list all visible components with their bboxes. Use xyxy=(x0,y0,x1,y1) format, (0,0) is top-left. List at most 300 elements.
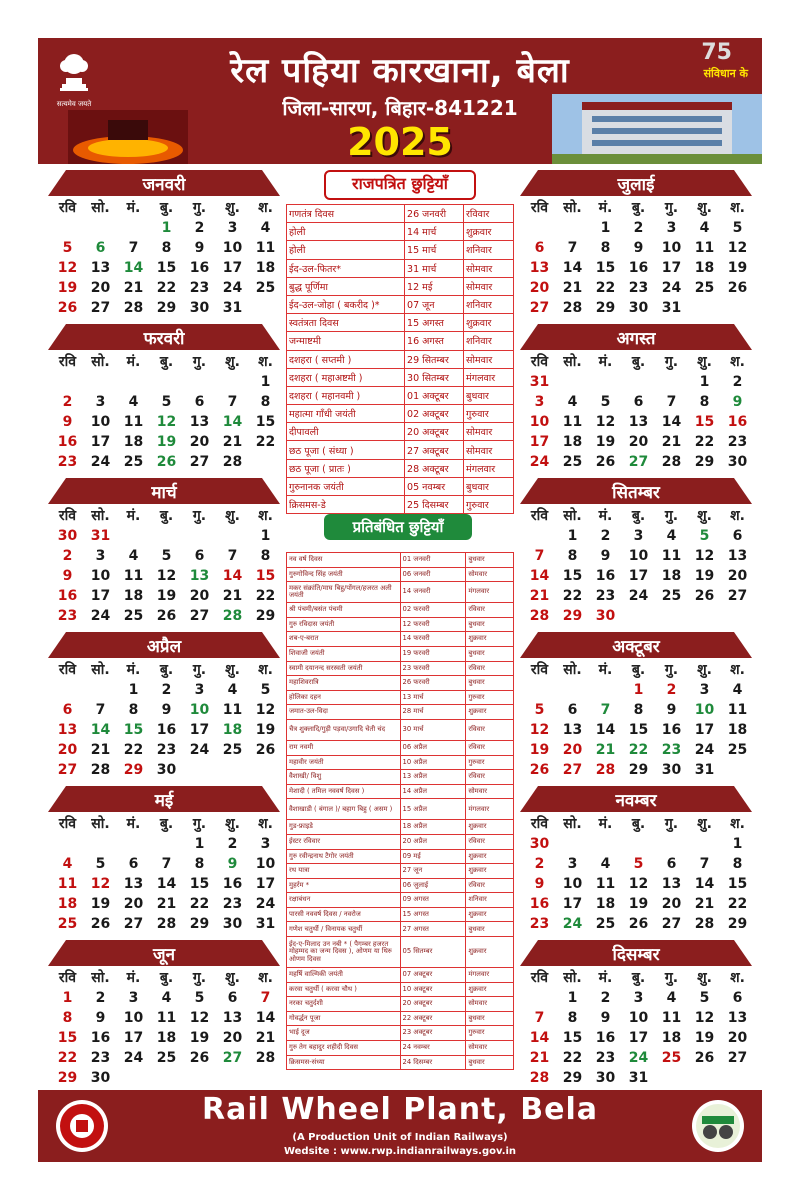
weekday-label: रवि xyxy=(58,200,77,216)
month-name: जनवरी xyxy=(142,175,186,195)
weekday-label: रवि xyxy=(530,354,549,370)
day-cell: 28 xyxy=(694,916,715,932)
holiday-date: 06 जुलाई xyxy=(400,878,466,893)
month-10 xyxy=(520,632,752,782)
day-cell: 21 xyxy=(694,896,715,912)
day-cell: 19 xyxy=(156,588,177,604)
day-cell: 3 xyxy=(633,528,644,544)
day-cell: 13 xyxy=(727,548,748,564)
month-header xyxy=(520,632,752,658)
restricted-holiday-row xyxy=(287,770,514,785)
day-cell: 11 xyxy=(661,548,682,564)
day-cell: 16 xyxy=(57,588,78,604)
holiday-name: गुरु रविदास जयंती xyxy=(287,617,401,632)
day-cell: 25 xyxy=(255,280,276,296)
day-cell: 7 xyxy=(600,702,611,718)
gazetted-holiday-row xyxy=(287,314,514,332)
holiday-day: रविवार xyxy=(464,205,514,223)
day-cell: 30 xyxy=(57,528,78,544)
day-cell: 21 xyxy=(661,434,682,450)
day-cell: 20 xyxy=(222,1030,243,1046)
restricted-holiday-row xyxy=(287,1026,514,1041)
holiday-day: बुधवार xyxy=(466,646,514,661)
footer-subtitle: (A Production Unit of Indian Railways) xyxy=(292,1132,508,1143)
weekday-label: श. xyxy=(258,508,273,524)
holiday-day: बुधवार xyxy=(466,1055,514,1070)
day-cell: 20 xyxy=(57,742,78,758)
day-cell: 6 xyxy=(194,394,205,410)
holiday-name: पारसी नववर्ष दिवस / नवरोज xyxy=(287,907,401,922)
day-cell: 14 xyxy=(156,876,177,892)
day-cell: 28 xyxy=(123,300,144,316)
holiday-day: शुक्रवार xyxy=(466,820,514,835)
restricted-holiday-row xyxy=(287,632,514,647)
holiday-name: ईद-उल-फितर* xyxy=(287,259,405,277)
restricted-holidays-table xyxy=(286,552,514,1070)
day-cell: 20 xyxy=(562,742,583,758)
month-name: मई xyxy=(154,791,174,811)
day-cell: 24 xyxy=(255,896,276,912)
day-cell: 1 xyxy=(194,836,205,852)
day-cell: 23 xyxy=(189,280,210,296)
day-cell: 26 xyxy=(694,588,715,604)
holiday-name: भाई दूज xyxy=(287,1026,401,1041)
day-cell: 21 xyxy=(255,1030,276,1046)
holiday-date: 24 नवम्बर xyxy=(400,1041,466,1056)
holiday-date: 29 सितम्बर xyxy=(405,350,464,368)
weekday-label: मं. xyxy=(598,508,613,524)
day-cell: 27 xyxy=(661,916,682,932)
holiday-name: गणतंत्र दिवस xyxy=(287,205,405,223)
holiday-day: शुक्रवार xyxy=(464,223,514,241)
day-cell: 14 xyxy=(90,722,111,738)
day-cell: 1 xyxy=(600,220,611,236)
day-cell: 25 xyxy=(156,1050,177,1066)
month-name: जून xyxy=(152,945,176,965)
day-cell: 15 xyxy=(189,876,210,892)
day-cell: 22 xyxy=(562,1050,583,1066)
holiday-day: बुधवार xyxy=(466,676,514,691)
weekday-label: मं. xyxy=(126,970,141,986)
weekday-label: शु. xyxy=(225,354,240,370)
weekday-label: सो. xyxy=(91,200,110,216)
holiday-date: 31 मार्च xyxy=(405,259,464,277)
day-cell: 26 xyxy=(628,916,649,932)
day-cell: 24 xyxy=(90,454,111,470)
day-cell: 27 xyxy=(189,454,210,470)
day-cell: 20 xyxy=(90,280,111,296)
day-cell: 12 xyxy=(628,876,649,892)
day-cell: 31 xyxy=(661,300,682,316)
day-cell: 1 xyxy=(161,220,172,236)
weekday-label: सो. xyxy=(563,970,582,986)
day-cell: 27 xyxy=(57,762,78,778)
day-cell: 17 xyxy=(694,722,715,738)
day-cell: 18 xyxy=(595,896,616,912)
day-cell: 18 xyxy=(661,1030,682,1046)
day-cell: 10 xyxy=(628,1010,649,1026)
day-cell: 30 xyxy=(90,1070,111,1086)
day-cell: 14 xyxy=(661,414,682,430)
day-cell: 23 xyxy=(595,588,616,604)
weekday-label: रवि xyxy=(530,816,549,832)
holiday-date: 30 सितम्बर xyxy=(405,368,464,386)
holiday-name: राम नवमी xyxy=(287,740,401,755)
day-cell: 24 xyxy=(222,280,243,296)
restricted-holiday-row xyxy=(287,617,514,632)
holiday-name: मुहर्रम * xyxy=(287,878,401,893)
day-cell: 22 xyxy=(562,588,583,604)
day-cell: 9 xyxy=(95,1010,106,1026)
holiday-day: सोमवार xyxy=(466,1041,514,1056)
day-cell: 17 xyxy=(123,1030,144,1046)
day-cell: 18 xyxy=(123,434,144,450)
holiday-name: क्रिसमस-डे xyxy=(287,496,405,514)
holiday-day: रविवार xyxy=(466,719,514,740)
holiday-date: 07 अक्टूबर xyxy=(400,968,466,983)
holiday-day: गुरुवार xyxy=(464,496,514,514)
weekday-label: रवि xyxy=(530,200,549,216)
holiday-day: बुधवार xyxy=(466,1011,514,1026)
month-6 xyxy=(48,940,280,1090)
day-cell: 29 xyxy=(562,1070,583,1086)
day-cell: 23 xyxy=(628,280,649,296)
holiday-day: बुधवार xyxy=(464,477,514,495)
day-cell: 17 xyxy=(529,434,550,450)
gazetted-holiday-row xyxy=(287,332,514,350)
day-cell: 3 xyxy=(95,394,106,410)
weekday-label: गु. xyxy=(664,970,679,986)
day-cell: 29 xyxy=(595,300,616,316)
day-cell: 17 xyxy=(90,434,111,450)
day-cell: 28 xyxy=(90,762,111,778)
holiday-name: दीपावली xyxy=(287,423,405,441)
weekday-header xyxy=(48,352,280,374)
weekday-label: मं. xyxy=(598,816,613,832)
holiday-date: 07 जून xyxy=(405,295,464,313)
day-cell: 11 xyxy=(156,1010,177,1026)
weekday-label: बु. xyxy=(159,200,174,216)
weekday-label: मं. xyxy=(126,354,141,370)
day-cell: 15 xyxy=(628,722,649,738)
weekday-header xyxy=(520,352,752,374)
day-cell: 2 xyxy=(95,990,106,1006)
day-cell: 18 xyxy=(156,1030,177,1046)
month-header xyxy=(48,478,280,504)
day-cell: 27 xyxy=(727,1050,748,1066)
month-name: मार्च xyxy=(151,483,177,503)
day-cell: 13 xyxy=(57,722,78,738)
holiday-name: दशहरा ( महानवमी ) xyxy=(287,386,405,404)
weekday-header xyxy=(520,968,752,990)
day-cell: 20 xyxy=(189,434,210,450)
holiday-name: गोवर्द्धन पूजा xyxy=(287,1011,401,1026)
weekday-header xyxy=(520,506,752,528)
day-cell: 7 xyxy=(95,702,106,718)
day-cell: 2 xyxy=(633,220,644,236)
day-cell: 19 xyxy=(694,1030,715,1046)
holiday-day: शुक्रवार xyxy=(466,632,514,647)
day-cell: 5 xyxy=(95,856,106,872)
day-cell: 22 xyxy=(123,742,144,758)
day-cell: 14 xyxy=(529,1030,550,1046)
day-cell: 11 xyxy=(595,876,616,892)
day-cell: 19 xyxy=(628,896,649,912)
month-header xyxy=(520,170,752,196)
holiday-date: 14 फरवरी xyxy=(400,632,466,647)
day-cell: 13 xyxy=(189,414,210,430)
holiday-name: नव वर्ष दिवस xyxy=(287,553,401,568)
weekday-label: शु. xyxy=(697,662,712,678)
month-header xyxy=(520,786,752,812)
day-cell: 8 xyxy=(260,394,271,410)
day-cell: 19 xyxy=(156,434,177,450)
weekday-label: गु. xyxy=(192,508,207,524)
weekday-label: बु. xyxy=(159,662,174,678)
day-cell: 20 xyxy=(123,896,144,912)
holiday-day: रविवार xyxy=(466,740,514,755)
day-cell: 30 xyxy=(628,300,649,316)
day-cell: 5 xyxy=(633,856,644,872)
day-cell: 29 xyxy=(57,1070,78,1086)
day-cell: 30 xyxy=(595,608,616,624)
restricted-holiday-row xyxy=(287,799,514,820)
month-11 xyxy=(520,786,752,936)
restricted-holiday-row xyxy=(287,719,514,740)
day-cell: 1 xyxy=(699,374,710,390)
holiday-date: 20 अक्टूबर xyxy=(405,423,464,441)
day-cell: 13 xyxy=(628,414,649,430)
gazetted-holiday-row xyxy=(287,223,514,241)
month-header xyxy=(48,940,280,966)
day-cell: 14 xyxy=(222,568,243,584)
restricted-holiday-row xyxy=(287,849,514,864)
holiday-day: मंगलवार xyxy=(466,799,514,820)
holiday-date: 02 फरवरी xyxy=(400,603,466,618)
day-cell: 3 xyxy=(95,548,106,564)
day-cell: 25 xyxy=(595,916,616,932)
weekday-label: बु. xyxy=(631,508,646,524)
day-cell: 28 xyxy=(222,454,243,470)
day-cell: 15 xyxy=(694,414,715,430)
day-cell: 12 xyxy=(189,1010,210,1026)
day-cell: 12 xyxy=(156,414,177,430)
holiday-date: 12 मई xyxy=(405,277,464,295)
day-cell: 6 xyxy=(633,394,644,410)
restricted-holiday-row xyxy=(287,553,514,568)
day-cell: 31 xyxy=(529,374,550,390)
restricted-holiday-row xyxy=(287,567,514,582)
weekday-label: श. xyxy=(730,970,745,986)
holiday-date: 14 मार्च xyxy=(405,223,464,241)
calendar-footer xyxy=(38,1090,762,1162)
weekday-label: गु. xyxy=(664,662,679,678)
day-cell: 18 xyxy=(661,568,682,584)
day-cell: 22 xyxy=(255,434,276,450)
day-cell: 4 xyxy=(600,856,611,872)
holiday-date: 06 जनवरी xyxy=(400,567,466,582)
month-5 xyxy=(48,786,280,936)
month-header xyxy=(48,632,280,658)
holiday-name: छठ पूजा ( संध्या ) xyxy=(287,441,405,459)
day-cell: 15 xyxy=(255,568,276,584)
day-cell: 16 xyxy=(727,414,748,430)
restricted-holiday-row xyxy=(287,676,514,691)
day-cell: 4 xyxy=(62,856,73,872)
holiday-date: 24 दिसम्बर xyxy=(400,1055,466,1070)
month-4 xyxy=(48,632,280,782)
day-cell: 11 xyxy=(123,414,144,430)
day-cell: 8 xyxy=(62,1010,73,1026)
day-cell: 29 xyxy=(628,762,649,778)
weekday-label: शु. xyxy=(697,508,712,524)
day-cell: 21 xyxy=(562,280,583,296)
day-cell: 12 xyxy=(694,1010,715,1026)
day-cell: 19 xyxy=(727,260,748,276)
gazetted-holiday-row xyxy=(287,386,514,404)
day-cell: 25 xyxy=(57,916,78,932)
holiday-name: नरका चतुर्दशी xyxy=(287,997,401,1012)
day-cell: 7 xyxy=(227,394,238,410)
day-cell: 22 xyxy=(156,280,177,296)
restricted-holiday-row xyxy=(287,1041,514,1056)
address: जिला-सारण, बिहार-841221 xyxy=(282,96,518,120)
day-cell: 27 xyxy=(90,300,111,316)
day-cell: 26 xyxy=(694,1050,715,1066)
day-cell: 8 xyxy=(633,702,644,718)
gazetted-holiday-row xyxy=(287,259,514,277)
day-cell: 5 xyxy=(699,528,710,544)
gazetted-holiday-row xyxy=(287,350,514,368)
holiday-date: 27 अक्टूबर xyxy=(405,441,464,459)
day-cell: 6 xyxy=(534,240,545,256)
gazetted-holiday-row xyxy=(287,277,514,295)
day-cell: 27 xyxy=(529,300,550,316)
day-cell: 22 xyxy=(57,1050,78,1066)
day-cell: 1 xyxy=(567,990,578,1006)
day-cell: 6 xyxy=(194,548,205,564)
day-cell: 6 xyxy=(128,856,139,872)
day-cell: 22 xyxy=(595,280,616,296)
restricted-holiday-row xyxy=(287,907,514,922)
holiday-name: ईस्टर रविवार xyxy=(287,834,401,849)
restricted-holiday-row xyxy=(287,893,514,908)
weekday-label: श. xyxy=(258,354,273,370)
weekday-label: मं. xyxy=(126,508,141,524)
holiday-day: सोमवार xyxy=(464,277,514,295)
day-cell: 6 xyxy=(227,990,238,1006)
day-cell: 17 xyxy=(222,260,243,276)
day-cell: 19 xyxy=(529,742,550,758)
day-cell: 20 xyxy=(727,568,748,584)
day-cell: 8 xyxy=(128,702,139,718)
day-cell: 3 xyxy=(128,990,139,1006)
month-header xyxy=(48,786,280,812)
holiday-day: शनिवार xyxy=(464,241,514,259)
weekday-label: मं. xyxy=(598,200,613,216)
holiday-day: शुक्रवार xyxy=(466,982,514,997)
weekday-label: मं. xyxy=(598,354,613,370)
day-cell: 22 xyxy=(189,896,210,912)
day-cell: 27 xyxy=(189,608,210,624)
weekday-header xyxy=(48,660,280,682)
holiday-day: सोमवार xyxy=(464,350,514,368)
page-title: रेल पहिया कारखाना, बेला xyxy=(230,51,570,91)
month-9 xyxy=(520,478,752,628)
day-cell: 14 xyxy=(222,414,243,430)
holiday-name: श्री पंचमी/बसंत पंचमी xyxy=(287,603,401,618)
day-cell: 13 xyxy=(222,1010,243,1026)
day-cell: 5 xyxy=(600,394,611,410)
weekday-header xyxy=(48,814,280,836)
weekday-label: गु. xyxy=(192,816,207,832)
restricted-holiday-row xyxy=(287,740,514,755)
day-cell: 11 xyxy=(57,876,78,892)
day-cell: 19 xyxy=(57,280,78,296)
day-cell: 5 xyxy=(732,220,743,236)
day-cell: 25 xyxy=(562,454,583,470)
day-cell: 2 xyxy=(227,836,238,852)
holiday-date: 05 सितम्बर xyxy=(400,937,466,968)
weekday-label: मं. xyxy=(126,200,141,216)
month-header xyxy=(520,940,752,966)
day-cell: 18 xyxy=(727,722,748,738)
month-name: दिसम्बर xyxy=(612,945,660,965)
weekday-label: श. xyxy=(258,200,273,216)
day-cell: 9 xyxy=(161,702,172,718)
holiday-date: 23 फरवरी xyxy=(400,661,466,676)
day-cell: 6 xyxy=(62,702,73,718)
holiday-name: महावीर जयंती xyxy=(287,755,401,770)
day-cell: 28 xyxy=(529,608,550,624)
day-cell: 7 xyxy=(699,856,710,872)
holiday-name: जमात-उल-विदा xyxy=(287,705,401,720)
day-cell: 5 xyxy=(161,548,172,564)
holiday-date: 01 अक्टूबर xyxy=(405,386,464,404)
day-cell: 11 xyxy=(222,702,243,718)
restricted-holiday-row xyxy=(287,646,514,661)
day-cell: 21 xyxy=(123,280,144,296)
day-cell: 7 xyxy=(128,240,139,256)
day-cell: 8 xyxy=(567,548,578,564)
day-cell: 30 xyxy=(222,916,243,932)
day-cell: 26 xyxy=(90,916,111,932)
day-cell: 10 xyxy=(90,414,111,430)
day-cell: 13 xyxy=(90,260,111,276)
holiday-day: शनिवार xyxy=(464,295,514,313)
weekday-label: बु. xyxy=(631,200,646,216)
holiday-name: शिवाजी जयंती xyxy=(287,646,401,661)
day-cell: 22 xyxy=(694,434,715,450)
day-cell: 30 xyxy=(727,454,748,470)
day-cell: 30 xyxy=(595,1070,616,1086)
holiday-day: सोमवार xyxy=(464,441,514,459)
holiday-date: 15 अगस्त xyxy=(400,907,466,922)
day-cell: 27 xyxy=(562,762,583,778)
day-cell: 15 xyxy=(255,414,276,430)
weekday-label: मं. xyxy=(598,970,613,986)
day-cell: 27 xyxy=(727,588,748,604)
holiday-day: बुधवार xyxy=(464,386,514,404)
weekday-label: गु. xyxy=(664,816,679,832)
day-cell: 18 xyxy=(123,588,144,604)
day-cell: 13 xyxy=(123,876,144,892)
gazetted-holiday-row xyxy=(287,423,514,441)
day-cell: 8 xyxy=(699,394,710,410)
day-cell: 2 xyxy=(600,990,611,1006)
restricted-holiday-row xyxy=(287,755,514,770)
day-cell: 3 xyxy=(699,682,710,698)
